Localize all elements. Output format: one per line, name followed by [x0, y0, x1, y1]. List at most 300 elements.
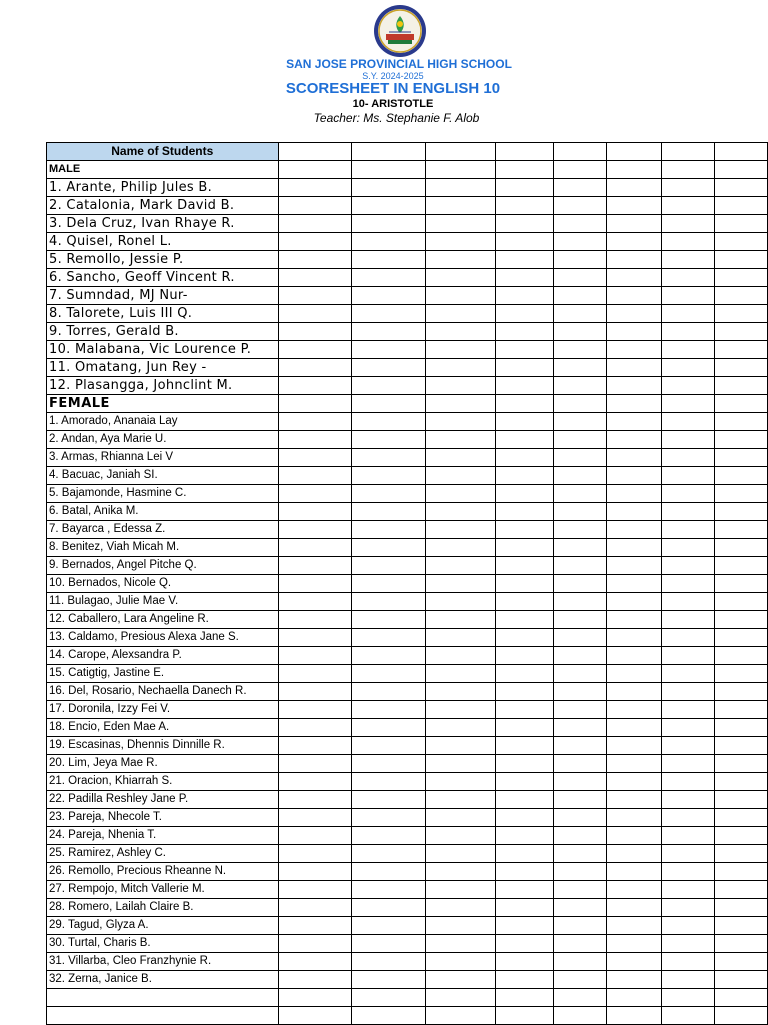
score-cell: [714, 683, 767, 701]
score-cell: [352, 791, 426, 809]
score-cell: [352, 863, 426, 881]
score-cell: [495, 377, 553, 395]
score-cell: [606, 647, 661, 665]
score-cell: [278, 197, 352, 215]
score-cell: [714, 647, 767, 665]
score-cell: [278, 557, 352, 575]
score-cell: [553, 989, 606, 1007]
score-cell: [495, 755, 553, 773]
score-cell: [553, 395, 606, 413]
score-cell: [661, 701, 714, 719]
score-cell: [352, 971, 426, 989]
score-cell: [278, 989, 352, 1007]
student-name: 4. Quisel, Ronel L.: [47, 233, 279, 251]
teacher-name: Teacher: Ms. Stephanie F. Alob: [313, 111, 480, 125]
score-cell: [661, 953, 714, 971]
score-cell: [278, 539, 352, 557]
school-seal-icon: [373, 4, 427, 58]
page-title: SCORESHEET IN ENGLISH 10: [285, 80, 501, 97]
score-cell: [661, 683, 714, 701]
score-cell: [661, 719, 714, 737]
student-name: 17. Doronila, Izzy Fei V.: [47, 701, 279, 719]
score-cell: [278, 809, 352, 827]
score-cell: [553, 449, 606, 467]
student-name: 7. Sumndad, MJ Nur-: [47, 287, 279, 305]
score-cell: [495, 179, 553, 197]
score-cell: [495, 485, 553, 503]
student-name: 10. Bernados, Nicole Q.: [47, 575, 279, 593]
score-cell: [495, 827, 553, 845]
score-cell: [278, 863, 352, 881]
score-cell: [426, 881, 495, 899]
score-cell: [661, 449, 714, 467]
score-cell: [495, 395, 553, 413]
table-row: [47, 305, 768, 323]
student-name: 6. Batal, Anika M.: [47, 503, 279, 521]
score-cell: [495, 953, 553, 971]
score-cell: [352, 1007, 426, 1025]
score-cell: [606, 287, 661, 305]
score-cell: [495, 917, 553, 935]
score-cell: [553, 287, 606, 305]
score-cell: [661, 629, 714, 647]
table-row: [47, 287, 768, 305]
score-cell: [278, 377, 352, 395]
table-row: [47, 953, 768, 971]
score-cell: [495, 773, 553, 791]
student-name: 25. Ramirez, Ashley C.: [47, 845, 279, 863]
score-cell: [553, 485, 606, 503]
score-cell: [495, 341, 553, 359]
score-cell: [352, 575, 426, 593]
score-cell: [661, 665, 714, 683]
score-cell: [553, 593, 606, 611]
score-cell: [278, 701, 352, 719]
table-header-row: [47, 143, 768, 161]
score-cell: [714, 971, 767, 989]
score-cell: [714, 359, 767, 377]
table-row: [47, 647, 768, 665]
score-cell: [352, 701, 426, 719]
score-cell: [495, 593, 553, 611]
score-cell: [352, 845, 426, 863]
score-cell: [278, 467, 352, 485]
score-cell: [495, 197, 553, 215]
table-row: [47, 683, 768, 701]
student-name: 23. Pareja, Nhecole T.: [47, 809, 279, 827]
score-cell: [661, 575, 714, 593]
score-cell: [495, 683, 553, 701]
table-row: [47, 863, 768, 881]
score-cell: [553, 503, 606, 521]
score-cell: [352, 611, 426, 629]
score-cell: [661, 233, 714, 251]
section-name: 10- ARISTOTLE: [352, 98, 434, 110]
score-cell: [606, 737, 661, 755]
score-cell: [553, 755, 606, 773]
student-name: 21. Oracion, Khiarrah S.: [47, 773, 279, 791]
table-row: [47, 791, 768, 809]
student-name: 8. Benitez, Viah Micah M.: [47, 539, 279, 557]
score-cell: [714, 215, 767, 233]
score-cell: [714, 845, 767, 863]
student-name: 8. Talorete, Luis III Q.: [47, 305, 279, 323]
score-cell: [714, 197, 767, 215]
group-label-female: FEMALE: [47, 395, 279, 413]
score-cell: [426, 593, 495, 611]
score-cell: [278, 503, 352, 521]
score-cell: [553, 215, 606, 233]
score-cell: [352, 809, 426, 827]
student-name: 2. Andan, Aya Marie U.: [47, 431, 279, 449]
score-cell: [606, 521, 661, 539]
score-cell: [606, 629, 661, 647]
score-cell: [495, 971, 553, 989]
score-cell: [278, 323, 352, 341]
score-cell: [426, 323, 495, 341]
score-cell: [278, 881, 352, 899]
score-cell: [606, 431, 661, 449]
score-cell: [426, 863, 495, 881]
score-cell: [714, 611, 767, 629]
score-cell: [606, 503, 661, 521]
score-cell: [606, 881, 661, 899]
score-cell: [606, 611, 661, 629]
score-cell: [278, 773, 352, 791]
table-row: [47, 737, 768, 755]
score-cell: [495, 269, 553, 287]
score-cell: [606, 161, 661, 179]
score-cell: [495, 359, 553, 377]
score-cell: [426, 683, 495, 701]
student-name: 20. Lim, Jeya Mae R.: [47, 755, 279, 773]
score-cell: [553, 917, 606, 935]
score-cell: [495, 665, 553, 683]
score-cell: [352, 755, 426, 773]
table-row: [47, 359, 768, 377]
blank-row: [47, 1007, 768, 1025]
score-cell: [553, 809, 606, 827]
score-cell: [426, 971, 495, 989]
score-cell: [661, 143, 714, 161]
score-cell: [495, 557, 553, 575]
score-cell: [661, 251, 714, 269]
score-cell: [714, 431, 767, 449]
score-cell: [352, 161, 426, 179]
score-cell: [495, 467, 553, 485]
score-cell: [426, 755, 495, 773]
score-cell: [606, 251, 661, 269]
score-cell: [426, 287, 495, 305]
score-cell: [352, 395, 426, 413]
score-cell: [553, 431, 606, 449]
score-cell: [495, 1007, 553, 1025]
score-cell: [352, 989, 426, 1007]
score-cell: [426, 791, 495, 809]
score-cell: [553, 791, 606, 809]
score-cell: [714, 665, 767, 683]
table-row: [47, 593, 768, 611]
score-cell: [352, 827, 426, 845]
score-cell: [606, 917, 661, 935]
score-cell: [714, 161, 767, 179]
score-cell: [661, 881, 714, 899]
student-name: 15. Catigtig, Jastine E.: [47, 665, 279, 683]
score-sheet-table: [46, 142, 768, 1025]
student-name: 3. Dela Cruz, Ivan Rhaye R.: [47, 215, 279, 233]
table-row: [47, 233, 768, 251]
score-cell: [606, 557, 661, 575]
table-row: [47, 917, 768, 935]
student-name: 30. Turtal, Charis B.: [47, 935, 279, 953]
student-name: 9. Bernados, Angel Pitche Q.: [47, 557, 279, 575]
table-row: [47, 773, 768, 791]
score-cell: [352, 935, 426, 953]
table-row: [47, 881, 768, 899]
score-cell: [426, 431, 495, 449]
score-cell: [714, 485, 767, 503]
score-cell: [553, 971, 606, 989]
score-cell: [661, 755, 714, 773]
score-cell: [495, 647, 553, 665]
score-cell: [495, 935, 553, 953]
score-cell: [495, 215, 553, 233]
table-row: [47, 431, 768, 449]
score-cell: [606, 863, 661, 881]
score-cell: [352, 233, 426, 251]
score-cell: [352, 269, 426, 287]
student-name: 6. Sancho, Geoff Vincent R.: [47, 269, 279, 287]
score-cell: [426, 575, 495, 593]
score-cell: [714, 773, 767, 791]
score-cell: [661, 827, 714, 845]
table-row: [47, 971, 768, 989]
score-cell: [278, 899, 352, 917]
score-cell: [553, 413, 606, 431]
score-cell: [426, 809, 495, 827]
score-cell: [352, 503, 426, 521]
score-cell: [661, 485, 714, 503]
score-cell: [553, 359, 606, 377]
score-cell: [278, 341, 352, 359]
score-cell: [661, 737, 714, 755]
score-cell: [661, 971, 714, 989]
student-name: 26. Remollo, Precious Rheanne N.: [47, 863, 279, 881]
score-cell: [495, 233, 553, 251]
score-cell: [606, 323, 661, 341]
score-cell: [661, 845, 714, 863]
score-cell: [553, 701, 606, 719]
score-cell: [606, 773, 661, 791]
score-cell: [278, 359, 352, 377]
table-row: [47, 377, 768, 395]
score-cell: [495, 251, 553, 269]
student-name: 1. Arante, Philip Jules B.: [47, 179, 279, 197]
student-name: 11. Omatang, Jun Rey -: [47, 359, 279, 377]
score-cell: [352, 377, 426, 395]
score-cell: [714, 755, 767, 773]
score-cell: [714, 377, 767, 395]
score-cell: [278, 935, 352, 953]
score-cell: [278, 251, 352, 269]
score-cell: [606, 593, 661, 611]
score-cell: [606, 413, 661, 431]
score-cell: [661, 395, 714, 413]
score-cell: [278, 755, 352, 773]
score-cell: [426, 647, 495, 665]
score-cell: [352, 359, 426, 377]
table-row: [47, 809, 768, 827]
score-cell: [278, 161, 352, 179]
score-cell: [278, 719, 352, 737]
score-cell: [278, 737, 352, 755]
score-cell: [426, 539, 495, 557]
score-cell: [553, 881, 606, 899]
table-row: [47, 251, 768, 269]
student-name: 19. Escasinas, Dhennis Dinnille R.: [47, 737, 279, 755]
score-cell: [352, 665, 426, 683]
table-row: [47, 269, 768, 287]
student-name: 11. Bulagao, Julie Mae V.: [47, 593, 279, 611]
score-cell: [352, 683, 426, 701]
score-cell: [278, 593, 352, 611]
score-cell: [426, 611, 495, 629]
score-cell: [426, 701, 495, 719]
score-cell: [278, 575, 352, 593]
student-name: 27. Rempojo, Mitch Vallerie M.: [47, 881, 279, 899]
score-cell: [278, 269, 352, 287]
score-cell: [661, 917, 714, 935]
score-cell: [426, 179, 495, 197]
table-row: [47, 719, 768, 737]
score-cell: [352, 197, 426, 215]
score-cell: [495, 791, 553, 809]
score-cell: [553, 233, 606, 251]
score-cell: [553, 935, 606, 953]
table-row: [47, 215, 768, 233]
score-cell: [661, 863, 714, 881]
score-cell: [426, 161, 495, 179]
score-cell: [352, 539, 426, 557]
score-cell: [495, 863, 553, 881]
student-name: 1. Amorado, Ananaia Lay: [47, 413, 279, 431]
score-cell: [553, 539, 606, 557]
score-cell: [661, 269, 714, 287]
table-row: [47, 449, 768, 467]
score-cell: [714, 395, 767, 413]
score-cell: [553, 251, 606, 269]
score-cell: [352, 467, 426, 485]
score-cell: [278, 431, 352, 449]
score-cell: [426, 485, 495, 503]
student-name: 31. Villarba, Cleo Franzhynie R.: [47, 953, 279, 971]
score-cell: [553, 575, 606, 593]
score-cell: [426, 719, 495, 737]
score-cell: [714, 719, 767, 737]
student-name: 12. Caballero, Lara Angeline R.: [47, 611, 279, 629]
score-cell: [606, 665, 661, 683]
table-row: [47, 341, 768, 359]
score-cell: [278, 665, 352, 683]
score-cell: [278, 953, 352, 971]
score-cell: [426, 503, 495, 521]
score-cell: [714, 935, 767, 953]
student-name: 28. Romero, Lailah Claire B.: [47, 899, 279, 917]
score-cell: [714, 791, 767, 809]
score-cell: [553, 719, 606, 737]
score-cell: [661, 539, 714, 557]
score-cell: [714, 863, 767, 881]
student-name: [47, 1007, 279, 1025]
student-name: 5. Remollo, Jessie P.: [47, 251, 279, 269]
score-cell: [495, 305, 553, 323]
score-cell: [553, 899, 606, 917]
score-cell: [661, 323, 714, 341]
score-cell: [278, 413, 352, 431]
score-cell: [661, 161, 714, 179]
score-cell: [714, 1007, 767, 1025]
score-cell: [606, 359, 661, 377]
score-cell: [714, 467, 767, 485]
score-cell: [661, 377, 714, 395]
score-cell: [278, 305, 352, 323]
score-cell: [495, 845, 553, 863]
score-cell: [352, 899, 426, 917]
score-cell: [714, 233, 767, 251]
score-cell: [495, 989, 553, 1007]
score-cell: [495, 431, 553, 449]
score-cell: [661, 359, 714, 377]
score-cell: [606, 143, 661, 161]
table-row: [47, 575, 768, 593]
score-cell: [553, 161, 606, 179]
score-cell: [661, 215, 714, 233]
score-cell: [661, 197, 714, 215]
score-cell: [352, 647, 426, 665]
score-cell: [426, 467, 495, 485]
score-cell: [661, 179, 714, 197]
table-row: [47, 665, 768, 683]
score-cell: [278, 143, 352, 161]
student-name: 29. Tagud, Glyza A.: [47, 917, 279, 935]
score-cell: [714, 809, 767, 827]
score-cell: [352, 719, 426, 737]
score-cell: [495, 575, 553, 593]
score-cell: [606, 845, 661, 863]
table-row: [47, 197, 768, 215]
score-cell: [606, 197, 661, 215]
score-cell: [714, 701, 767, 719]
student-name: 22. Padilla Reshley Jane P.: [47, 791, 279, 809]
score-cell: [606, 467, 661, 485]
score-cell: [661, 647, 714, 665]
score-cell: [426, 629, 495, 647]
score-cell: [278, 1007, 352, 1025]
score-cell: [426, 557, 495, 575]
score-cell: [661, 503, 714, 521]
score-cell: [352, 773, 426, 791]
score-cell: [606, 827, 661, 845]
student-name: 13. Caldamo, Presious Alexa Jane S.: [47, 629, 279, 647]
score-cell: [426, 413, 495, 431]
score-cell: [606, 791, 661, 809]
score-cell: [553, 377, 606, 395]
score-cell: [714, 539, 767, 557]
score-cell: [426, 197, 495, 215]
score-cell: [278, 845, 352, 863]
score-cell: [714, 269, 767, 287]
score-cell: [661, 287, 714, 305]
